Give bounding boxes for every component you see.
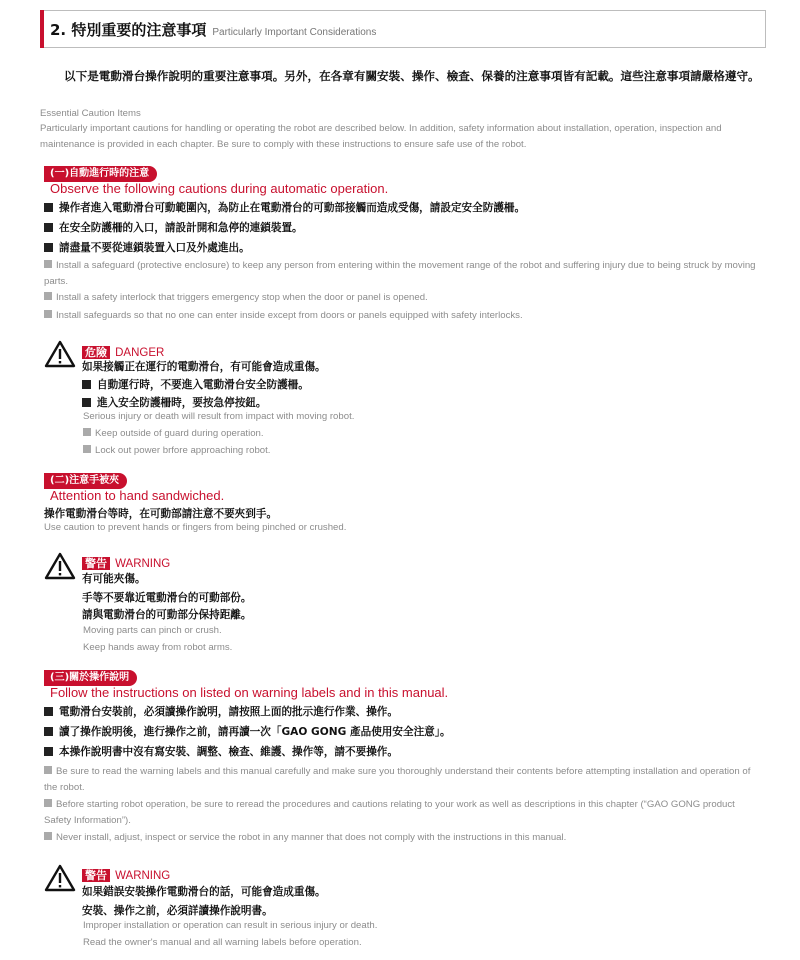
danger-line-zh: 如果接觸正在運行的電動滑台，有可能會造成重傷。 bbox=[82, 361, 326, 373]
square-bullet-icon bbox=[44, 832, 52, 840]
section3-item-zh-1: 讀了操作說明後，進行操作之前，請再讀一次「GAO GONG 產品使用安全注意」。 bbox=[44, 724, 451, 739]
square-bullet-icon bbox=[44, 223, 53, 232]
square-bullet-icon bbox=[44, 707, 53, 716]
section2-title-en: Attention to hand sandwiched. bbox=[50, 488, 225, 503]
section3-title-en: Follow the instructions on listed on warning labels and in this manual. bbox=[50, 685, 449, 700]
danger-item-zh-0: 自動運行時，不要進入電動滑台安全防護柵。 bbox=[82, 377, 309, 392]
square-bullet-icon bbox=[82, 380, 91, 389]
danger-line-en: Serious injury or death will result from impact with moving robot. bbox=[83, 411, 355, 422]
square-bullet-icon bbox=[44, 799, 52, 807]
warning-triangle-icon bbox=[44, 864, 76, 892]
square-bullet-icon bbox=[44, 766, 52, 774]
square-bullet-icon bbox=[82, 398, 91, 407]
danger-heading bbox=[82, 341, 164, 360]
danger-item-en-0: Keep outside of guard during operation. bbox=[83, 428, 264, 439]
section3-item-en-2: Never install, adjust, inspect or service the robot in any manner that does not comply with the instructions in this manual. bbox=[44, 832, 566, 843]
warning1-line-zh-1: 手等不要靠近電動滑台的可動部份。 bbox=[82, 592, 252, 604]
warning-label: WARNING bbox=[115, 870, 171, 882]
section1-item-zh-2: 請盡量不要從連鎖裝置入口及外處進出。 bbox=[44, 240, 250, 255]
warning2-line-en-1: Read the owner's manual and all warning labels before operation. bbox=[83, 937, 362, 948]
danger-item-zh-1: 進入安全防護柵時，要按急停按鈕。 bbox=[82, 395, 267, 410]
square-bullet-icon bbox=[44, 243, 53, 252]
square-bullet-icon bbox=[44, 747, 53, 756]
warning2-line-zh-1: 安裝、操作之前，必須詳讀操作說明書。 bbox=[82, 905, 273, 917]
intro-zh: 以下是電動滑台操作說明的重要注意事項。另外，在各章有關安裝、操作、檢查、保養的注意事項皆有記載。這些注意事項請嚴格遵守。 bbox=[64, 69, 760, 83]
square-bullet-icon bbox=[44, 292, 52, 300]
section1-item-en-2: Install safeguards so that no one can enter inside except from doors or panels equipped with safety interlocks. bbox=[44, 310, 523, 321]
section3-item-zh-0: 電動滑台安裝前，必須讀操作說明，請按照上面的批示進行作業、操作。 bbox=[44, 704, 398, 719]
square-bullet-icon bbox=[83, 428, 91, 436]
square-bullet-icon bbox=[44, 310, 52, 318]
warning-heading-2 bbox=[82, 864, 170, 883]
warning-badge: 警告 bbox=[82, 869, 110, 882]
square-bullet-icon bbox=[44, 727, 53, 736]
section1-item-en-1: Install a safety interlock that triggers emergency stop when the door or panel is opened. bbox=[44, 292, 428, 303]
danger-item-en-1: Lock out power brfore approaching robot. bbox=[83, 445, 270, 456]
section3-item-en-0: Be sure to read the warning labels and this manual carefully and make sure you thoroughly understand their contents before attempting installation and operation of the robot. bbox=[44, 766, 751, 793]
section1-title-en: Observe the following cautions during automatic operation. bbox=[50, 181, 389, 196]
section3-tag: (三)關於操作說明 bbox=[44, 670, 137, 686]
warning-triangle-icon bbox=[44, 340, 76, 368]
square-bullet-icon bbox=[44, 203, 53, 212]
section3-item-zh-2: 本操作說明書中沒有寫安裝、調整、檢查、維護、操作等，請不要操作。 bbox=[44, 744, 398, 759]
intro-en-body: Particularly important cautions for handling or operating the robot are described below. In addition, safety information about installation, operation, inspection and maintenance is provided in each chapter. Be sure to comply with these instructions to ensure safe use of the robot. bbox=[40, 123, 722, 150]
section1-item-zh-1: 在安全防護柵的入口，請設計開和急停的連鎖裝置。 bbox=[44, 220, 303, 235]
warning-label: WARNING bbox=[115, 558, 171, 570]
danger-label: DANGER bbox=[115, 347, 165, 359]
section1-tag: (一)自動進行時的注意 bbox=[44, 166, 157, 182]
intro-en-heading: Essential Caution Items bbox=[40, 108, 141, 119]
section1-item-zh-0: 操作者進入電動滑台可動範圍內，為防止在電動滑台的可動部接觸而造成受傷，請設定安全防護柵。 bbox=[44, 200, 525, 215]
section3-item-en-1: Before starting robot operation, be sure to reread the procedures and cautions relating to your work as well as descriptions in this chapter (“GAO GONG product Safety Information”). bbox=[44, 799, 735, 826]
square-bullet-icon bbox=[83, 445, 91, 453]
page-title bbox=[50, 19, 376, 40]
page-title-en: Particularly Important Considerations bbox=[212, 27, 377, 38]
section1-item-en-0: Install a safeguard (protective enclosure) to keep any person from entering within the movement range of the robot and suffering injury due to being struck by moving parts. bbox=[44, 260, 756, 287]
warning1-line-zh-0: 有可能夾傷。 bbox=[82, 573, 146, 585]
warning-heading-1 bbox=[82, 552, 170, 571]
warning-triangle-icon bbox=[44, 552, 76, 580]
page-title-zh: 2. 特別重要的注意事項 bbox=[50, 21, 207, 39]
header-accent-bar bbox=[40, 10, 44, 48]
warning1-line-en-1: Keep hands away from robot arms. bbox=[83, 642, 233, 653]
warning1-line-en-0: Moving parts can pinch or crush. bbox=[83, 625, 222, 636]
warning1-line-zh-2: 請與電動滑台的可動部分保持距離。 bbox=[82, 609, 252, 621]
square-bullet-icon bbox=[44, 260, 52, 268]
section2-tag: (二)注意手被夾 bbox=[44, 473, 127, 489]
warning2-line-zh-0: 如果錯誤安裝操作電動滑台的話，可能會造成重傷。 bbox=[82, 886, 326, 898]
danger-badge: 危險 bbox=[82, 346, 110, 359]
section2-line-zh: 操作電動滑台等時，在可動部請注意不要夾到手。 bbox=[44, 508, 278, 520]
section2-line-en: Use caution to prevent hands or fingers from being pinched or crushed. bbox=[44, 522, 347, 533]
warning-badge: 警告 bbox=[82, 557, 110, 570]
warning2-line-en-0: Improper installation or operation can result in serious injury or death. bbox=[83, 920, 378, 931]
